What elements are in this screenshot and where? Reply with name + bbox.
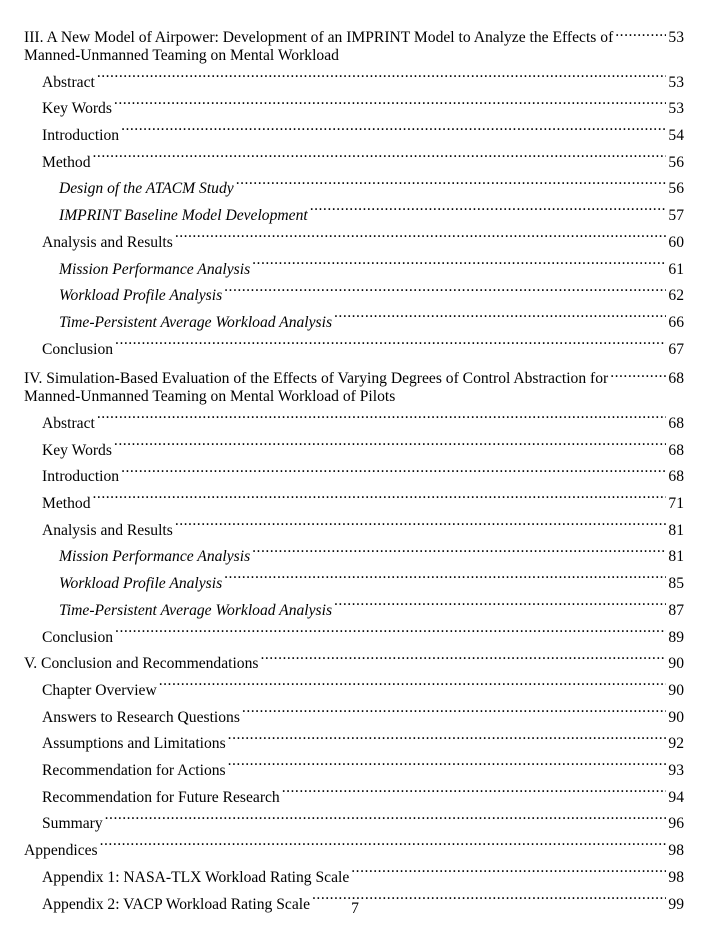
toc-chapter-3[interactable] <box>24 26 684 66</box>
toc-chapter-5[interactable] <box>24 651 684 678</box>
dot-leader <box>97 412 667 428</box>
toc-page-number: 68 <box>668 468 684 486</box>
toc-entry-title: Recommendation for Future Research <box>42 788 280 806</box>
toc-entry-title: Chapter Overview <box>42 681 157 699</box>
toc-page-number: 56 <box>668 180 684 198</box>
page-number: 7 <box>351 900 359 917</box>
toc-page-number: 90 <box>668 655 684 673</box>
toc-page-number: 71 <box>668 495 684 513</box>
toc-entry-title: Key Words <box>42 100 112 118</box>
dot-leader <box>334 311 666 327</box>
toc-subentry[interactable] <box>24 598 684 625</box>
toc-entry-title: Summary <box>42 815 103 833</box>
dot-leader <box>121 124 666 140</box>
toc-subentry-title: Time-Persistent Average Workload Analysis <box>59 601 333 619</box>
toc-page-number: 57 <box>668 207 684 225</box>
toc-entry[interactable] <box>24 411 684 438</box>
toc-page-number: 90 <box>668 681 684 699</box>
toc-subentry-title: Mission Performance Analysis <box>59 548 251 566</box>
toc-entry[interactable] <box>24 625 684 652</box>
toc-entry-title: Method <box>42 495 91 513</box>
toc-subentry-title: Time-Persistent Average Workload Analysis <box>59 313 333 331</box>
toc-page-number: 87 <box>668 601 684 619</box>
toc-entry[interactable] <box>24 438 684 465</box>
toc-entry-title: Analysis and Results <box>42 521 173 539</box>
dot-leader <box>121 466 666 482</box>
toc-appendices[interactable] <box>24 838 684 865</box>
dot-leader <box>115 338 666 354</box>
toc-entry-title: Assumptions and Limitations <box>42 735 226 753</box>
toc-subentry[interactable] <box>24 571 684 598</box>
toc-page-number: 92 <box>668 735 684 753</box>
toc-entry[interactable] <box>24 70 684 97</box>
toc-chapter-4-title-line2: Manned-Unmanned Teaming on Mental Workload of Pilots <box>24 388 396 406</box>
toc-entry[interactable] <box>24 731 684 758</box>
toc-entry[interactable] <box>24 491 684 518</box>
dot-leader <box>252 258 666 274</box>
toc-page-number: 53 <box>668 100 684 118</box>
toc-entry[interactable] <box>24 758 684 785</box>
toc-appendices-title: Appendices <box>24 842 98 860</box>
toc-entry-title: Key Words <box>42 441 112 459</box>
toc-entry[interactable] <box>24 464 684 491</box>
toc-page-number: 68 <box>668 369 684 387</box>
toc-page-number: 98 <box>668 868 684 886</box>
dot-leader <box>100 840 667 856</box>
toc-page-number: 89 <box>668 628 684 646</box>
toc-page-number: 93 <box>668 762 684 780</box>
toc-entry[interactable] <box>24 230 684 257</box>
toc-page-number: 62 <box>668 287 684 305</box>
toc-entry-title: Abstract <box>42 414 95 432</box>
toc-entry[interactable] <box>24 678 684 705</box>
toc-chapter-3-title-line2: Manned-Unmanned Teaming on Mental Workload <box>24 47 339 65</box>
dot-leader <box>224 573 666 589</box>
toc-entry[interactable] <box>24 518 684 545</box>
toc-page-number: 53 <box>668 73 684 91</box>
toc-subentry-title: Workload Profile Analysis <box>59 575 223 593</box>
dot-leader <box>93 151 667 167</box>
toc-page-number: 96 <box>668 815 684 833</box>
toc-page-number: 94 <box>668 788 684 806</box>
toc-page-number: 85 <box>668 575 684 593</box>
toc-entry-title: Appendix 2: VACP Workload Rating Scale <box>42 895 311 913</box>
toc-entry-title: Conclusion <box>42 340 114 358</box>
toc-page-number: 67 <box>668 340 684 358</box>
dot-leader <box>242 706 666 722</box>
toc-subentry[interactable] <box>24 283 684 310</box>
dot-leader <box>260 653 666 669</box>
dot-leader <box>282 786 667 802</box>
toc-chapter-5-title: V. Conclusion and Recommendations <box>24 655 259 673</box>
dot-leader <box>105 813 667 829</box>
toc-page-number: 66 <box>668 313 684 331</box>
dot-leader <box>615 26 666 42</box>
toc-page-number: 68 <box>668 441 684 459</box>
toc-entry[interactable] <box>24 811 684 838</box>
toc-page-number: 60 <box>668 233 684 251</box>
toc-entry[interactable] <box>24 123 684 150</box>
toc-chapter-3-title-line1: III. A New Model of Airpower: Development of an IMPRINT Model to Analyze the Effects of <box>24 28 614 46</box>
toc-page-number: 90 <box>668 708 684 726</box>
toc-page-number: 56 <box>668 153 684 171</box>
toc-entry[interactable] <box>24 865 684 892</box>
dot-leader <box>224 285 666 301</box>
toc-entry[interactable] <box>24 96 684 123</box>
dot-leader <box>610 367 666 383</box>
toc-subentry[interactable] <box>24 203 684 230</box>
toc-subentry[interactable] <box>24 310 684 337</box>
toc-entry-title: Method <box>42 153 91 171</box>
toc-page-number: 98 <box>668 842 684 860</box>
dot-leader <box>228 733 667 749</box>
table-of-contents <box>24 22 684 918</box>
toc-page-number: 81 <box>668 548 684 566</box>
toc-entry[interactable] <box>24 705 684 732</box>
toc-entry-title: Abstract <box>42 73 95 91</box>
dot-leader <box>175 519 667 535</box>
toc-chapter-3-title <box>24 29 613 66</box>
dot-leader <box>351 866 666 882</box>
toc-chapter-4-title-line1: IV. Simulation-Based Evaluation of the Effects of Varying Degrees of Control Abstraction for <box>24 369 609 387</box>
toc-entry-title: Conclusion <box>42 628 114 646</box>
toc-entry-title: Analysis and Results <box>42 233 173 251</box>
dot-leader <box>334 599 666 615</box>
toc-page-number: 54 <box>668 127 684 144</box>
toc-page-number: 53 <box>668 28 684 46</box>
toc-subentry-title: Mission Performance Analysis <box>59 260 251 278</box>
toc-page-number: 61 <box>668 260 684 278</box>
dot-leader <box>252 546 666 562</box>
dot-leader <box>97 71 667 87</box>
toc-entry-title: Recommendation for Actions <box>42 762 226 780</box>
dot-leader <box>115 626 666 642</box>
toc-entry[interactable] <box>24 785 684 812</box>
dot-leader <box>228 759 667 775</box>
toc-subentry[interactable] <box>24 176 684 203</box>
toc-page-number: 68 <box>668 414 684 432</box>
toc-entry-title: Introduction <box>42 127 120 144</box>
toc-chapter-4[interactable] <box>24 367 684 407</box>
toc-entry-title: Appendix 1: NASA-TLX Workload Rating Scale <box>42 868 350 886</box>
toc-entry-title: Answers to Research Questions <box>42 708 240 726</box>
dot-leader <box>159 679 667 695</box>
toc-page-number: 81 <box>668 521 684 539</box>
toc-chapter-4-title <box>24 370 608 407</box>
toc-subentry-title: IMPRINT Baseline Model Development <box>59 207 308 225</box>
toc-subentry[interactable] <box>24 257 684 284</box>
toc-entry-title: Introduction <box>42 468 120 486</box>
toc-page-number: 99 <box>668 895 684 913</box>
dot-leader <box>310 205 667 221</box>
dot-leader <box>93 492 667 508</box>
dot-leader <box>114 98 666 114</box>
dot-leader <box>114 439 666 455</box>
dot-leader <box>175 231 667 247</box>
toc-subentry[interactable] <box>24 544 684 571</box>
toc-subentry-title: Workload Profile Analysis <box>59 287 223 305</box>
toc-entry[interactable] <box>24 150 684 177</box>
toc-subentry-title: Design of the ATACM Study <box>59 180 234 198</box>
dot-leader <box>236 178 667 194</box>
toc-entry[interactable] <box>24 337 684 364</box>
